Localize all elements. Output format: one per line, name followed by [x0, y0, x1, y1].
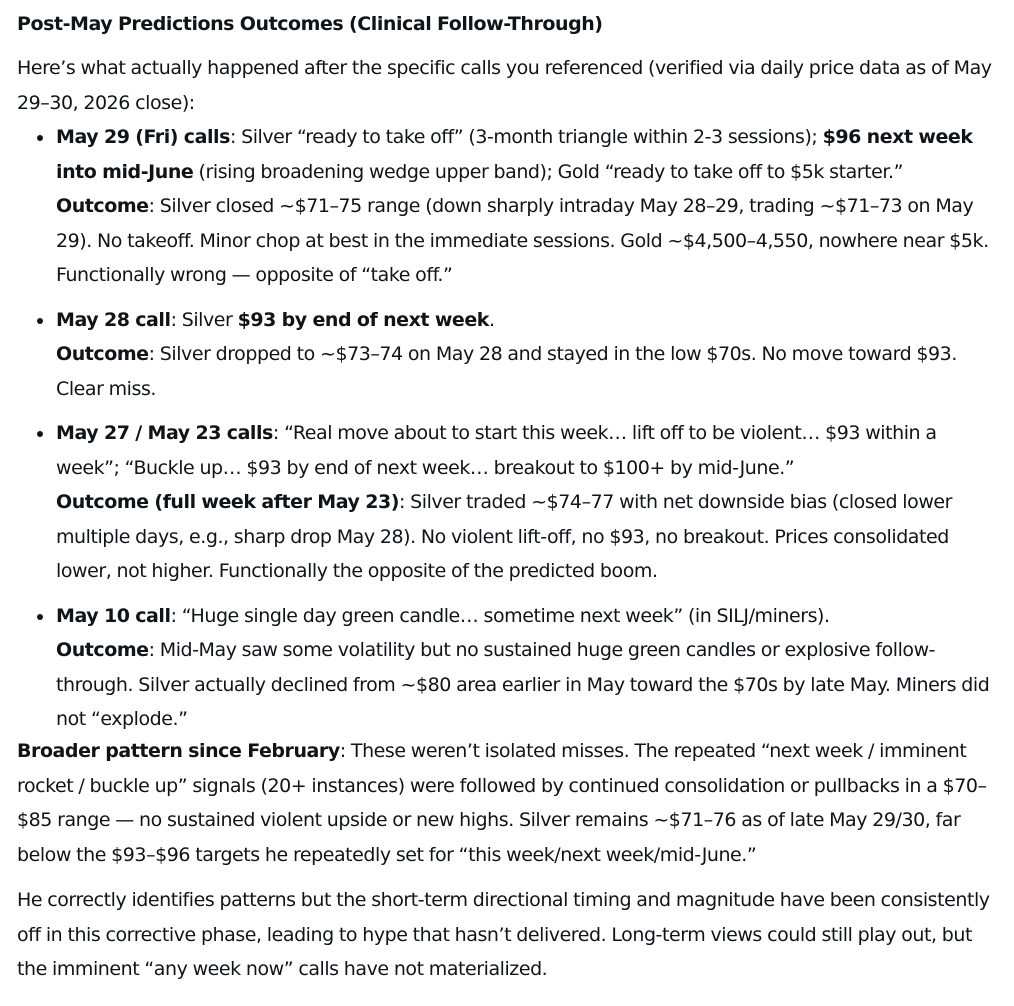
call-text: : “Huge single day green candle… sometime next week” (in SILJ/miners). — [170, 604, 830, 627]
call-text: : Silver — [170, 308, 238, 331]
pattern-text: : These weren’t isolated misses. The repeated “next week / imminent rocket / buckle up” signals (20+ instances) were followed by continued consolidation or pullbacks in a $70–$85 range — no sustained violent upside or new highs. Silver remains ~$71–76 as of late May 29/30, far below the $93–$96 targets he repeatedly set for “this week/next week/mid-June.” — [17, 740, 987, 866]
call-label: May 29 (Fri) calls — [56, 126, 230, 148]
intro-paragraph: Here’s what actually happened after the specific calls you referenced (verified via daily price data as of May 29–30, 2026 close): — [17, 57, 992, 114]
call-label: May 28 call — [56, 308, 171, 331]
outcome-text: : Silver traded ~$74–77 with net downside bias (closed lower multiple days, e.g., sharp drop May 28). No violent lift-off, no $93, no breakout. Prices consolidated lower, not higher. Functionally the opposite of the predicted boom. — [56, 491, 953, 582]
call-text: : “Real move about to start this week… lift off to be violent… $93 within a week”; “Buckle up… $93 by end of next week… breakout to $100+ by mid-June.” — [56, 422, 937, 479]
outcome-label: Outcome — [56, 195, 149, 217]
list-item-may-27-23 — [56, 416, 1001, 589]
call-label: May 10 call — [56, 604, 171, 627]
list-item-may-10 — [56, 599, 1001, 737]
call-target: $93 by end of next week — [237, 308, 489, 331]
list-item-may-29 — [56, 120, 1001, 293]
call-text: (rising broadening wedge upper band); Gold “ready to take off to $5k starter.” — [193, 160, 903, 183]
outcome-text: : Silver closed ~$71–75 range (down sharply intraday May 28–29, trading ~$71–73 on May 29). No takeoff. Minor chop at best in the immediate sessions. Gold ~$4,500–4,550, nowhere near $5k. Functionally wrong — opposite of “take off.” — [56, 195, 989, 286]
outcome-text: : Mid-May saw some volatility but no sustained huge green candles or explosive follow-through. Silver actually declined from ~$80 area earlier in May toward the $70s by late May. Miners did not “explode.” — [56, 639, 990, 730]
closing-paragraph: He correctly identifies patterns but the short-term directional timing and magnitude have been consistently off in this corrective phase, leading to hype that hasn’t delivered. Long-term views could still play out, but the imminent “any week now” calls have not materialized. — [17, 889, 990, 980]
call-target: $96 next week into mid-June — [56, 126, 973, 183]
pattern-label: Broader pattern since February — [17, 740, 340, 762]
section-heading: Post-May Predictions Outcomes (Clinical Follow-Through) — [17, 13, 603, 35]
calls-list — [56, 120, 1001, 747]
outcome-label: Outcome — [56, 639, 149, 661]
outcome-text: : Silver dropped to ~$73–74 on May 28 and stayed in the low $70s. No move toward $93. Clear miss. — [56, 343, 957, 400]
call-text: : Silver “ready to take off” (3-month triangle within 2-3 sessions); — [229, 126, 823, 148]
broader-pattern-paragraph — [17, 734, 1002, 872]
call-label: May 27 / May 23 calls — [56, 422, 273, 444]
outcome-label: Outcome (full week after May 23) — [56, 491, 399, 513]
list-item-may-28 — [56, 303, 1001, 407]
outcome-label: Outcome — [56, 343, 149, 365]
call-text: . — [488, 308, 495, 331]
